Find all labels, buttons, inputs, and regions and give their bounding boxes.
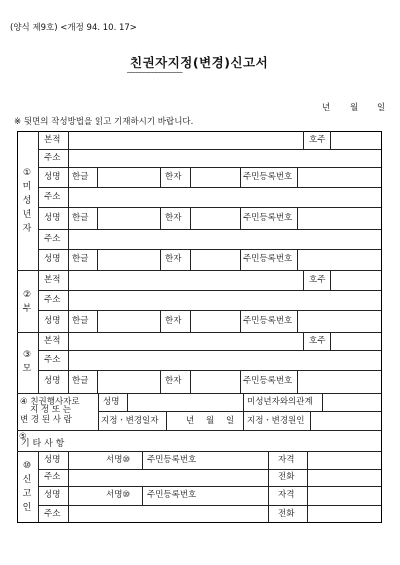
father-hangul-label: 한글 [72,316,89,326]
section-mother-char: 모 [22,364,32,374]
page-title: 친권자지정(변경)신고서 [130,55,269,70]
mother-hangul-label: 한글 [72,376,89,386]
reporter2-qualification-label: 자격 [278,490,295,500]
minor3-name-label: 성명 [44,254,61,264]
mother-rrn-label: 주민등록번호 [243,376,293,386]
mother-domicile-label: 본적 [44,336,61,346]
section-father-char: 부 [22,304,32,314]
custody-year-label: 년 [186,416,195,426]
reporter2-seal-label: 서명⑩ [106,490,131,500]
minor3-rrn-label: 주민등록번호 [243,254,293,264]
custody-change-reason-label: 지정ㆍ변경원인 [247,416,305,426]
section-mother-number: ③ [22,350,32,360]
father-hanja-label: 한자 [165,316,182,326]
father-name-label: 성명 [44,316,61,326]
other-section-number: ⑤ [19,432,27,442]
minor3-hanja-label: 한자 [165,254,182,264]
minor3-hangul-label: 한글 [72,254,89,264]
section-reporter-char: 신 [22,475,32,485]
section-father-number: ② [22,290,32,300]
custody-month-label: 월 [206,416,215,426]
section-minor-number: ① [22,168,32,178]
date-month-label: 월 [350,103,359,113]
reporter2-name-label: 성명 [44,490,61,500]
reporter1-phone-label: 전화 [278,472,295,482]
section-reporter-char: 인 [22,503,32,513]
minor2-hangul-label: 한글 [72,213,89,223]
instruction-note: ※ 뒷면의 작성방법을 읽고 기재하시기 바랍니다. [14,117,194,127]
minor-address-label: 주소 [44,153,61,163]
section-minor-char: 년 [22,210,32,220]
minor-address3-label: 주소 [44,234,61,244]
reporter1-rrn-label: 주민등록번호 [147,455,197,465]
minor2-rrn-label: 주민등록번호 [243,213,293,223]
father-domicile-label: 본적 [44,275,61,285]
mother-name-label: 성명 [44,376,61,386]
minor1-rrn-label: 주민등록번호 [243,172,293,182]
reporter1-seal-label: 서명⑩ [106,455,131,465]
custody-name-label: 성명 [103,397,120,407]
custody-section-label-3: 변 경 된 사 람 [20,415,72,425]
section-reporter-number: ⑩ [22,461,32,471]
section-minor-char: 미 [22,182,32,192]
mother-head-label: 호주 [309,336,326,346]
date-day-label: 일 [377,103,386,113]
form-number: (양식 제9호) <개정 94. 10. 17> [10,23,137,33]
father-head-label: 호주 [309,275,326,285]
custody-relation-label: 미성년자와의관계 [247,397,313,407]
minor-address2-label: 주소 [44,192,61,202]
minor1-name-label: 성명 [44,172,61,182]
minor2-hanja-label: 한자 [165,213,182,223]
reporter1-address-label: 주소 [44,472,61,482]
section-reporter-char: 고 [22,489,32,499]
minor1-hanja-label: 한자 [165,172,182,182]
title-underline: ───────────────── [127,69,182,77]
section-minor-char: 성 [22,196,32,206]
reporter2-phone-label: 전화 [278,509,295,519]
section-minor-char: 자 [22,224,32,234]
father-address-label: 주소 [44,295,61,305]
custody-change-date-label: 지정ㆍ변경일자 [101,416,159,426]
custody-section-label-1: ④ 친권행사자로 [20,397,80,407]
reporter1-name-label: 성명 [44,455,61,465]
minor2-name-label: 성명 [44,213,61,223]
mother-address-label: 주소 [44,355,61,365]
date-year-label: 년 [322,103,331,113]
custody-section-label-2: 지 정 또 는 [30,405,71,415]
minor-head-label: 호주 [309,135,326,145]
mother-hanja-label: 한자 [165,376,182,386]
other-section-label: 기 타 사 항 [21,439,65,449]
minor-domicile-label: 본적 [44,135,61,145]
minor1-hangul-label: 한글 [72,172,89,182]
reporter1-qualification-label: 자격 [278,455,295,465]
father-rrn-label: 주민등록번호 [243,316,293,326]
reporter2-rrn-label: 주민등록번호 [147,490,197,500]
custody-day-label: 일 [226,416,235,426]
reporter2-address-label: 주소 [44,509,61,519]
